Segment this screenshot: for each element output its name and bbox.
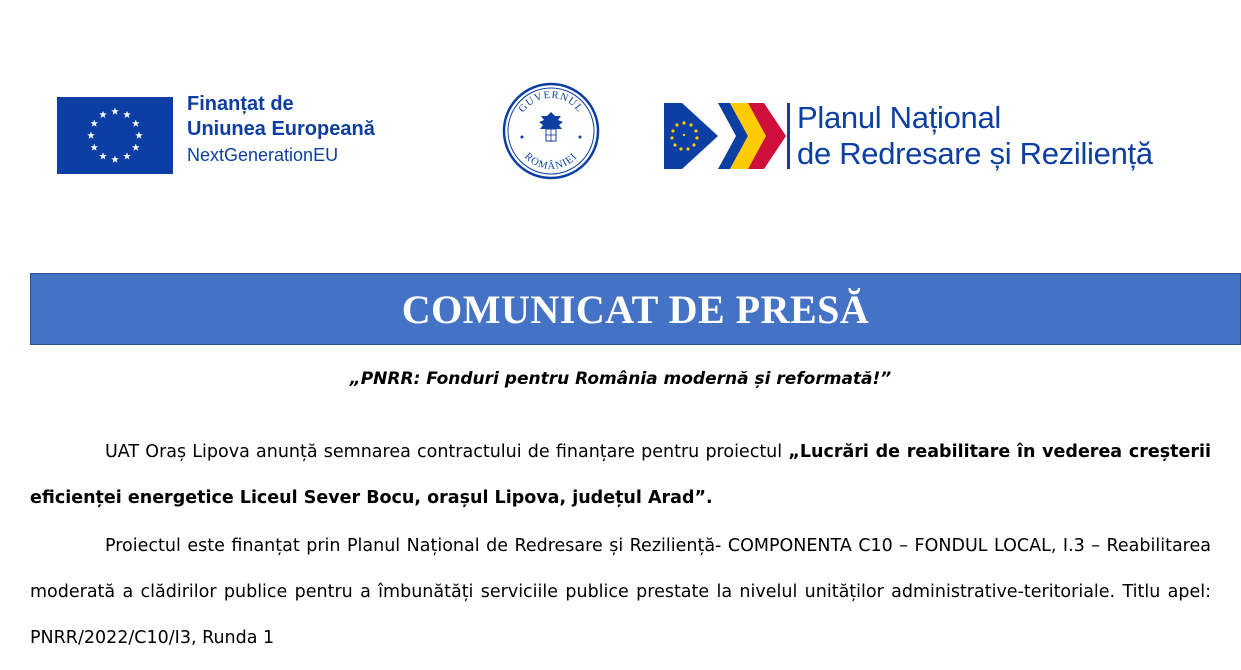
slogan: „PNRR: Fonduri pentru România modernă și reformată!” (349, 369, 892, 389)
guvernul-romaniei-seal-icon (502, 82, 600, 180)
pnrr-line2: de Redresare și Reziliență (797, 136, 1153, 171)
project-title: „Lucrări de reabilitare în vederea creșterii eficienței energetice Liceul Sever Bocu, orașul Lipova, județul Arad”. (30, 442, 1211, 508)
eu-star (90, 120, 98, 127)
eu-line3: NextGenerationEU (187, 145, 339, 165)
pnrr-arrows-icon (664, 101, 788, 171)
eu-flag-icon (57, 97, 173, 174)
paragraph-1 (30, 429, 1211, 521)
eu-star (132, 144, 140, 151)
eu-line2: Uniunea Europeană (187, 118, 375, 140)
eu-star (99, 111, 107, 118)
svg-text:GUVERNUL: GUVERNUL (516, 89, 586, 115)
eu-line1: Finanțat de (187, 93, 294, 115)
paragraph-1-intro: UAT Oraș Lipova anunță semnarea contractului de finanțare pentru proiectul (105, 442, 789, 462)
eu-star (123, 152, 131, 159)
eu-star (99, 152, 107, 159)
press-release-banner (30, 273, 1241, 345)
svg-text:ROMÂNIEI: ROMÂNIEI (522, 150, 580, 173)
paragraph-2-text: Proiectul este finanțat prin Planul Național de Redresare și Reziliență- COMPONENTA C10 – FONDUL LOCAL, I.3 – Reabilitarea moderată a clădirilor publice pentru a îmbunătăți serviciile publice prestate la nivelul unităților administrative-teritoriale. Titlu apel: PNRR/2022/C10/I3, Runda 1 (30, 536, 1211, 648)
eu-star (111, 108, 119, 115)
paragraph-2 (30, 523, 1211, 661)
eu-star (135, 132, 143, 139)
eu-star (132, 120, 140, 127)
eu-star (111, 156, 119, 163)
eu-star (87, 132, 95, 139)
pnrr-line1: Planul Național (797, 100, 1002, 135)
banner-title: COMUNICAT DE PRESĂ (401, 286, 870, 332)
eu-star (123, 111, 131, 118)
pnrr-divider (787, 103, 790, 169)
pnrr-label (797, 102, 1153, 169)
eu-funding-label (187, 94, 375, 164)
eu-star (90, 144, 98, 151)
